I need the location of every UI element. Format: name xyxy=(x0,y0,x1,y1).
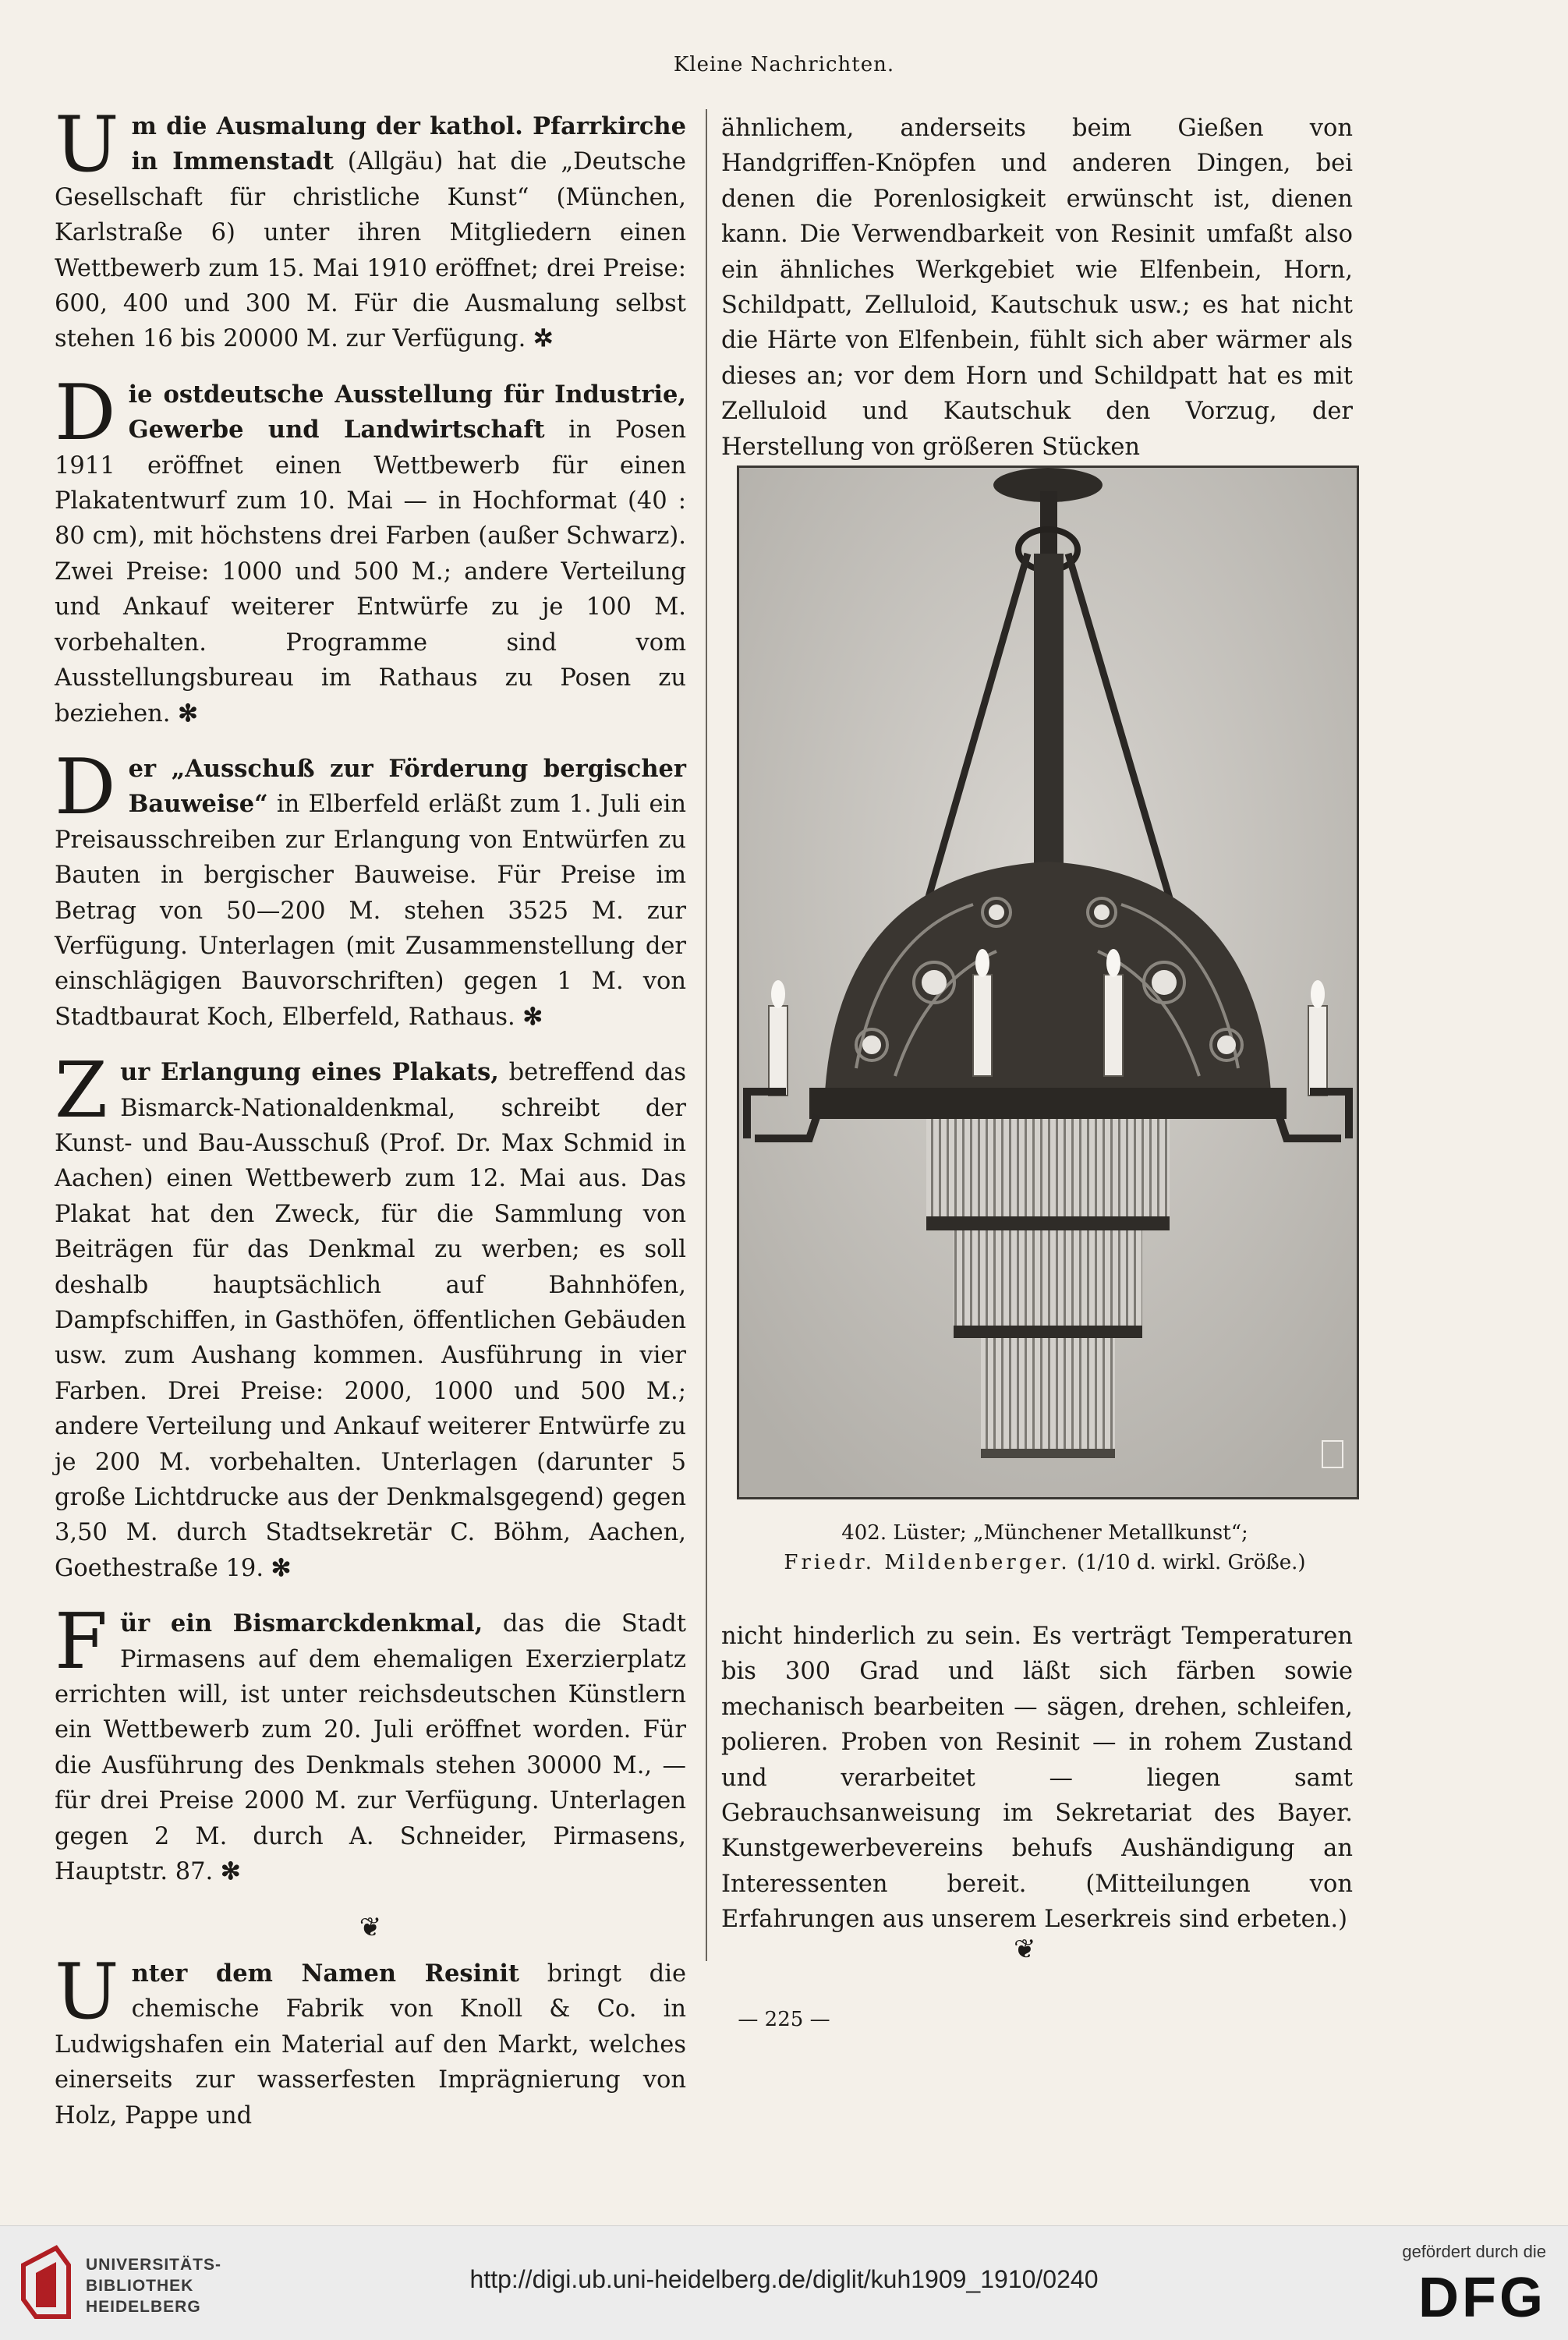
right-column-top-text xyxy=(721,111,1353,465)
notice-posen-exhibition xyxy=(55,368,686,731)
resinit-continued: ähnlichem, anderseits beim Gießen von Handgriffen-Knöpfen und anderen Dingen, bei denen die Porenlosigkeit erwünscht ist, dienen kann. Die Verwendbarkeit von Resinit umfaßt also ein ähnliches Werkgebiet wie Elfenbein, Horn, Schildpatt, Zelluloid, Kautschuk usw.; es hat nicht die Härte von Elfenbein, fühlt sich aber wärmer als dieses an; vor dem Horn und Schildpatt hat es mit Zelluloid und Kautschuk den Vorzug, der Herstellung von größeren Stücken xyxy=(721,115,1353,461)
fleuron-ornament: ❦ xyxy=(1014,1934,1036,1965)
resinit-conclusion: nicht hinderlich zu sein. Es verträgt Temperaturen bis 300 Grad und läßt sich färben sowie mechanisch bearbeiten — sägen, drehen, schleifen, polieren. Proben von Resinit — in rohem Zustand und verarbeitet — liegen samt Gebrauchsanweisung im Sekretariat des Bayer. Kunstgewerbevereins behufs Aushändigung an Interessenten bereit. (Mitteilungen von Erfahrungen aus unserem Leserkreis sind erbeten.) xyxy=(721,1623,1353,1934)
notice-resinit xyxy=(55,1947,686,2133)
chandelier-photograph xyxy=(737,466,1359,1499)
notice-lead: m die Ausmalung der kathol. Pfarrkirche in Immenstadt xyxy=(131,112,686,176)
end-mark: ✻ xyxy=(178,699,198,727)
notice-body: bringt die chemische Fabrik von Knoll & Co. in Ludwigshafen ein Material auf den Markt, welches einerseits zur wasserfesten Imprägnierung von Holz, Pappe und xyxy=(55,1959,686,2129)
notice-lead: nter dem Namen Resinit xyxy=(131,1959,520,1988)
library-name-line: UNIVERSITÄTS- xyxy=(86,2256,222,2274)
drop-cap: D xyxy=(55,742,116,832)
funding-note: gefördert durch die xyxy=(1402,2242,1546,2261)
notice-body: in Elberfeld erläßt zum 1. Juli ein Preisausschreiben zur Erlangung von Entwürfen zu Bauten in bergischer Bauweise. Für Preise im Betrag von 50—200 M. stehen 3525 M. zur Verfügung. Unterlagen (mit Zusammenstellung der einschlägigen Bauvorschriften) gegen 1 M. von Stadtbaurat Koch, Elberfeld, Rathaus. xyxy=(55,791,686,1031)
library-name-line: BIBLIOTHEK xyxy=(86,2277,194,2295)
digitization-footer xyxy=(0,2225,1568,2340)
right-column-bottom-text xyxy=(721,1619,1353,1938)
column-divider xyxy=(706,109,707,1961)
dfg-logo: DFG xyxy=(1418,2267,1546,2329)
notice-body: betreffend das Bismarck-Nationaldenkmal, schreibt der Kunst- und Bau-Ausschuß (Prof. Dr. Max Schmid in Aachen) einen Wettbewerb zum 12. Mai aus. Das Plakat hat den Zweck, für die Sammlung von Beiträgen für das Denkmal zu werben; es soll deshalb hauptsächlich auf Bahnhöfen, Dampfschiffen, in Gasthöfen, öffentlichen Gebäuden usw. zum Aushang kommen. Ausführung in vier Farben. Drei Preise: 2000, 1000 und 500 M.; andere Verteilung und Ankauf weiterer Entwürfe zu je 200 M. vorbehalten. Unterlagen (darunter 5 große Lichtdrucke aus der Denkmalsgegend) gegen 3,50 M. durch Stadtsekretär C. Böhm, Aachen, Goethestraße 19. xyxy=(55,1059,686,1582)
end-mark: ✲ xyxy=(533,324,554,353)
figure-caption xyxy=(721,1518,1368,1577)
library-name-line: HEIDELBERG xyxy=(86,2298,201,2316)
drop-cap: F xyxy=(55,1598,108,1687)
notice-body: das die Stadt Pirmasens auf dem ehemaligen Exerzierplatz errichten will, ist unter reichsdeutschen Künstlern ein Wettbewerb zum 20. Juli eröffnet worden. Für die Ausführung des Denkmals stehen 30000 M., — für drei Preise 2000 M. zur Verfügung. Unterlagen gegen 2 M. durch A. Schneider, Pirmasens, Hauptstr. 87. xyxy=(55,1610,686,1886)
end-mark: ✻ xyxy=(271,1553,292,1582)
notice-body: (Allgäu) hat die „Deutsche Gesellschaft für christliche Kunst“ (München, Karlstraße 6) unter ihren Mitgliedern einen Wettbewerb zum 15. Mai 1910 eröffnet; drei Preise: 600, 400 und 300 M. Für die Ausmalung selbst stehen 16 bis 20000 M. zur Verfügung. xyxy=(55,148,686,353)
chandelier-illustration xyxy=(739,468,1357,1497)
notice-bismarckdenkmal-pirmasens xyxy=(55,1598,686,1889)
notice-lead: ie ostdeutsche Ausstellung für Industrie, Gewerbe und Landwirtschaft xyxy=(128,380,686,444)
notice-body: in Posen 1911 eröffnet einen Wettbewerb für einen Plakatentwurf zum 10. Mai — in Hochformat (40 : 80 cm), mit höchstens drei Farben (außer Schwarz). Zwei Preise: 1000 und 500 M.; andere Verteilung und Ankauf weiterer Entwürfe zu je 100 M. vorbehalten. Programme sind vom Ausstellungsbureau im Rathaus zu Posen zu beziehen. xyxy=(55,416,686,727)
caption-maker: Friedr. Mildenberger. xyxy=(784,1551,1071,1574)
source-url-link[interactable]: http://digi.ub.uni-heidelberg.de/diglit/kuh1909_1910/0240 xyxy=(469,2265,1099,2293)
caption-scale: (1/10 d. wirkl. Größe.) xyxy=(1076,1551,1306,1574)
notice-lead: er „Ausschuß zur Förderung bergischer Bauweise“ xyxy=(128,754,686,819)
running-title: Kleine Nachrichten. xyxy=(673,53,895,76)
notice-lead: ur Erlangung eines Plakats, xyxy=(120,1058,499,1087)
end-mark: ✻ xyxy=(522,1002,543,1031)
left-column xyxy=(55,101,686,2154)
page-number: — 225 — xyxy=(738,2008,830,2031)
notice-lead: ür ein Bismarckdenkmal, xyxy=(120,1609,483,1638)
caption-line-1: 402. Lüster; „Münchener Metallkunst“; xyxy=(841,1521,1248,1545)
drop-cap: U xyxy=(55,101,119,189)
drop-cap: D xyxy=(55,368,116,458)
notice-immenstadt xyxy=(55,101,686,357)
notice-bismarck-plakat xyxy=(55,1046,686,1586)
drop-cap: U xyxy=(55,1947,119,2037)
drop-cap: Z xyxy=(55,1046,108,1136)
fleuron-ornament: ❦ xyxy=(359,1911,382,1943)
notice-bergische-bauweise xyxy=(55,742,686,1035)
end-mark: ✻ xyxy=(220,1857,241,1886)
